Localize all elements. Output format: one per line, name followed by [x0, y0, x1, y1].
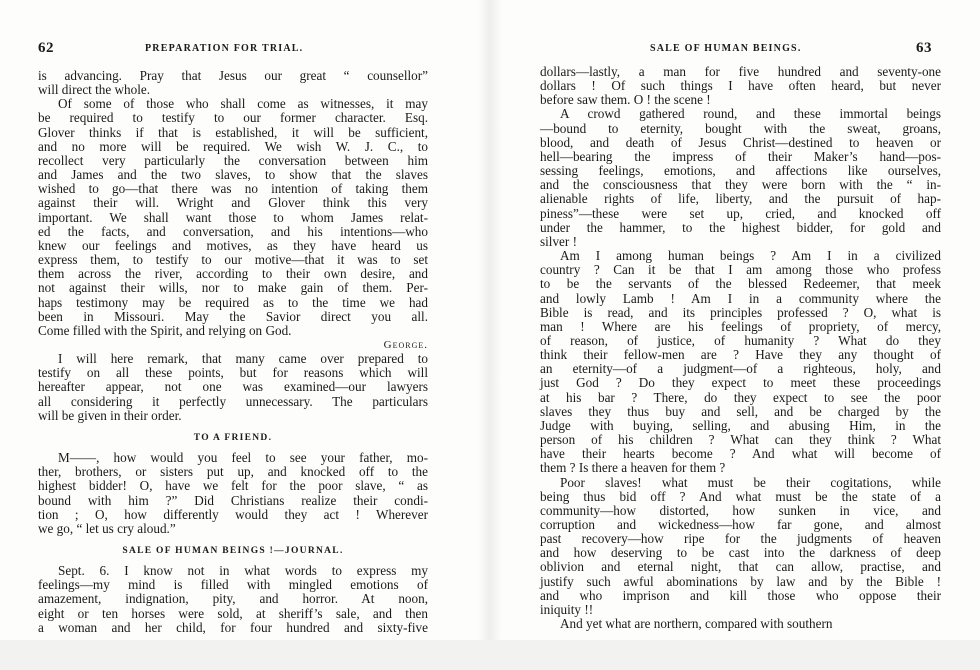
text-line: silver ! [540, 233, 577, 249]
text-line: slaves they thus buy and sell, and be charged by the [540, 403, 941, 419]
section-heading: SALE OF HUMAN BEINGS !—JOURNAL. [122, 546, 344, 556]
left-paragraph [38, 451, 428, 536]
text-line: we go, “ let us cry aloud.” [38, 520, 176, 536]
right-paragraph [540, 249, 941, 476]
text-line: testify on all these points, but for reasons which will [38, 365, 428, 381]
text-line: Come filled with the Spirit, and relying on God. [38, 322, 292, 338]
text-line: corruption and wickedness—how far gone, and almost [540, 517, 941, 532]
text-line: important. We shall want those to whom James relat- [38, 209, 428, 225]
right-paragraph [540, 476, 941, 618]
text-line: feelings—my mind is filled with mingled emotions of [38, 577, 428, 593]
text-line: alienable rights of life, liberty, and the pursuit of hap- [540, 191, 941, 207]
text-line: justify such awful abominations by law and by the Bible ! [540, 573, 941, 589]
text-line: country ? Can it be that I am among those who profess [540, 262, 941, 278]
text-line: a woman and her child, for four hundred and sixty-five [38, 619, 428, 635]
text-line: Am I among human beings ? Am I in a civilized [560, 248, 941, 264]
text-line: to be the servants of the blessed Redeemer, that meek [540, 276, 941, 292]
text-line: and James and the two slaves, to show that the slaves [38, 167, 428, 183]
text-line: piness”—these were set up, cried, and knocked off [540, 205, 941, 221]
text-line: —bound to eternity, bought with the sweat, groans, [540, 120, 941, 136]
text-line: all considering it perfectly unnecessary. The particulars [38, 393, 428, 409]
text-line: an eternity—of a judgment—of a righteous, holy, and [540, 361, 941, 377]
text-line: M——, how would you feel to see your father, mo- [58, 450, 428, 466]
text-line: being thus bid off ? And what must be the state of a [540, 488, 941, 504]
text-line: will direct the whole. [38, 82, 151, 98]
left-page-text [38, 69, 428, 635]
text-line: And yet what are northern, compared with southern [560, 616, 833, 632]
text-line: A crowd gathered round, and these immortal beings [560, 106, 941, 122]
text-line: just God ? Do they expect to meet these proceedings [540, 375, 941, 391]
text-line: man ! Where are his feelings of propriety, of mercy, [540, 318, 941, 334]
right-paragraph [540, 107, 941, 249]
text-line: highest bidder! O, have we felt for the poor slave, “ as [38, 478, 428, 494]
text-line: past recovery—how ripe for the judgments of heaven [540, 531, 941, 547]
text-line: blood, and death of Jesus Christ—destined to heaven or [540, 134, 941, 150]
text-line: ther, brothers, or sisters put up, and knocked off to the [38, 464, 428, 480]
left-page-number: 62 [38, 40, 54, 56]
text-line: wished to go—that there was no intention of taking them [38, 181, 428, 197]
text-line: amazement, indignation, pity, and horror. At noon, [38, 591, 428, 607]
text-line: Judge with buying, selling, and abusing Him, in the [540, 417, 941, 433]
text-line: and the consciousness that they were born with the “ in- [540, 177, 941, 193]
text-line: of reason, of justice, of humanity ? What do they [540, 332, 941, 348]
text-line: at his bar ? There, do they expect to see the poor [540, 389, 941, 405]
text-line: been in Missouri. May the Savior direct you all. [38, 308, 428, 324]
text-line: have their hearts become ? And what will become of [540, 446, 941, 462]
text-line: express them, to testify to our motive—that it was to set [38, 252, 428, 268]
text-line: bound with him ?” Did Christians realize their condi- [38, 492, 428, 508]
left-running-head [38, 40, 430, 58]
text-line: I will here remark, that many came over prepared to [58, 351, 428, 367]
text-line: think their fellow-men are ? Have they any thought of [540, 347, 941, 363]
left-paragraph [38, 69, 428, 97]
text-line: iniquity !! [540, 601, 594, 617]
left-paragraph [38, 97, 428, 352]
left-running-title: PREPARATION FOR TRIAL. [145, 43, 304, 54]
text-line: person of his children ? What can they think ? What [540, 432, 941, 448]
text-line: is advancing. Pray that Jesus our great “ counsellor” [38, 68, 428, 83]
text-line: before saw them. O ! the scene ! [540, 92, 711, 108]
right-page-number: 63 [916, 40, 932, 56]
text-line: Sept. 6. I know not in what words to express my [58, 563, 428, 579]
text-line: dollars ! Of such things I have often heard, but never [540, 78, 941, 94]
text-line: hereafter appear, not one was examined—our lawyers [38, 379, 428, 395]
text-line: Glover thinks if that is established, it will be sufficient, [38, 124, 428, 140]
text-line: and no more will be required. We wish W. J. C., to [38, 138, 428, 154]
text-line: them across the river, according to their own desire, and [38, 266, 428, 282]
text-line: dollars—lastly, a man for five hundred and seventy-one [540, 64, 941, 79]
right-paragraph [540, 617, 941, 631]
text-line: them ? Is there a heaven for them ? [540, 460, 726, 476]
text-line: eight or ten horses were sold, at sheriff’s sale, and then [38, 605, 428, 621]
text-line: and how deserving to be cast into the darkness of deep [540, 545, 941, 561]
text-line: against their will. Wright and Glover think this very [38, 195, 428, 211]
right-running-title: SALE OF HUMAN BEINGS. [650, 43, 802, 54]
text-line: be required to testify to our former character. Esq. [38, 110, 428, 126]
left-page [0, 0, 490, 640]
section-heading: TO A FRIEND. [193, 432, 273, 443]
text-line: will be given in their order. [38, 407, 182, 423]
text-line: not against their wills, nor to make gain of them. Per- [38, 280, 428, 296]
text-line: oblivion and eternal night, that can allow, practise, and [540, 559, 941, 575]
text-line: and lowly Lamb ! Am I in a community where the [540, 290, 941, 306]
text-line: ed the facts, and conversation, and his intentions—who [38, 223, 428, 239]
left-paragraph [38, 564, 428, 635]
letter-signature: George. [383, 338, 428, 351]
text-line: knew our feelings and motives, as they have heard us [38, 237, 428, 253]
text-line: Poor slaves! what must be their cogitations, while [560, 474, 941, 490]
text-line: sessing feelings, emotions, and affections like ourselves, [540, 163, 941, 179]
text-line: under the hammer, to the highest bidder, for gold and [540, 219, 941, 235]
scan-bottom-margin [0, 640, 980, 670]
text-line: Bible is read, and its principles professed ? O, what is [540, 304, 941, 320]
text-line: Of some of those who shall come as witnesses, it may [58, 96, 428, 112]
right-running-head [650, 40, 932, 58]
text-line: and who imprison and kill those who oppose their [540, 587, 941, 603]
text-line: recollect very particularly the conversation between him [38, 152, 428, 168]
right-page-text [540, 65, 941, 631]
text-line: community—how distorted, how sunken in vice, and [540, 502, 941, 518]
text-line: hell—bearing the impress of their Maker’s hand—pos- [540, 148, 941, 164]
text-line: tion ; O, how differently would they act ! Wherever [38, 506, 428, 522]
right-paragraph [540, 65, 941, 107]
left-paragraph [38, 352, 428, 423]
text-line: haps testimony may be required as to the time we had [38, 294, 428, 310]
